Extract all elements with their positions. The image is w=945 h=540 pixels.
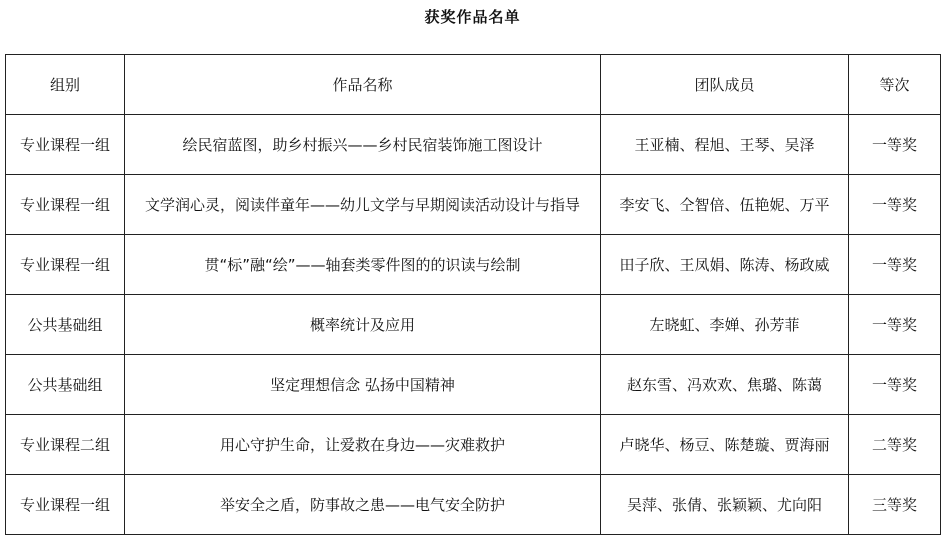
table-row — [6, 115, 941, 175]
cell-team-members: 赵东雪、冯欢欢、焦璐、陈蔼 — [601, 355, 849, 415]
cell-team-members: 李安飞、仝智倍、伍艳妮、万平 — [601, 175, 849, 235]
cell-team-members: 左晓虹、李婵、孙芳菲 — [601, 295, 849, 355]
header-award-level: 等次 — [849, 55, 941, 115]
award-list-table — [5, 54, 941, 535]
cell-award-level: 三等奖 — [849, 475, 941, 535]
cell-award-level: 一等奖 — [849, 355, 941, 415]
cell-work-title: 贯“标”融“绘”——轴套类零件图的的识读与绘制 — [125, 235, 601, 295]
table-row — [6, 175, 941, 235]
header-work-title: 作品名称 — [125, 55, 601, 115]
cell-team-members: 卢晓华、杨豆、陈楚璇、贾海丽 — [601, 415, 849, 475]
cell-award-level: 一等奖 — [849, 295, 941, 355]
cell-team-members: 王亚楠、程旭、王琴、吴泽 — [601, 115, 849, 175]
cell-award-level: 一等奖 — [849, 115, 941, 175]
cell-work-title: 用心守护生命，让爱救在身边——灾难救护 — [125, 415, 601, 475]
header-group: 组别 — [6, 55, 125, 115]
cell-team-members: 田子欣、王凤娟、陈涛、杨政威 — [601, 235, 849, 295]
cell-award-level: 一等奖 — [849, 235, 941, 295]
cell-group: 公共基础组 — [6, 355, 125, 415]
cell-group: 专业课程二组 — [6, 415, 125, 475]
cell-group: 专业课程一组 — [6, 115, 125, 175]
cell-work-title: 坚定理想信念 弘扬中国精神 — [125, 355, 601, 415]
cell-work-title: 文学润心灵，阅读伴童年——幼儿文学与早期阅读活动设计与指导 — [125, 175, 601, 235]
cell-work-title: 绘民宿蓝图，助乡村振兴——乡村民宿装饰施工图设计 — [125, 115, 601, 175]
cell-work-title: 概率统计及应用 — [125, 295, 601, 355]
table-row — [6, 235, 941, 295]
header-team-members: 团队成员 — [601, 55, 849, 115]
document-title: 获奖作品名单 — [424, 8, 521, 26]
cell-award-level: 一等奖 — [849, 175, 941, 235]
cell-group: 公共基础组 — [6, 295, 125, 355]
cell-group: 专业课程一组 — [6, 235, 125, 295]
cell-team-members: 吴萍、张倩、张颖颖、尤向阳 — [601, 475, 849, 535]
cell-group: 专业课程一组 — [6, 475, 125, 535]
table-row — [6, 355, 941, 415]
cell-work-title: 举安全之盾，防事故之患——电气安全防护 — [125, 475, 601, 535]
table-row — [6, 475, 941, 535]
table-row — [6, 415, 941, 475]
cell-group: 专业课程一组 — [6, 175, 125, 235]
table-row — [6, 295, 941, 355]
table-header-row — [6, 55, 941, 115]
cell-award-level: 二等奖 — [849, 415, 941, 475]
